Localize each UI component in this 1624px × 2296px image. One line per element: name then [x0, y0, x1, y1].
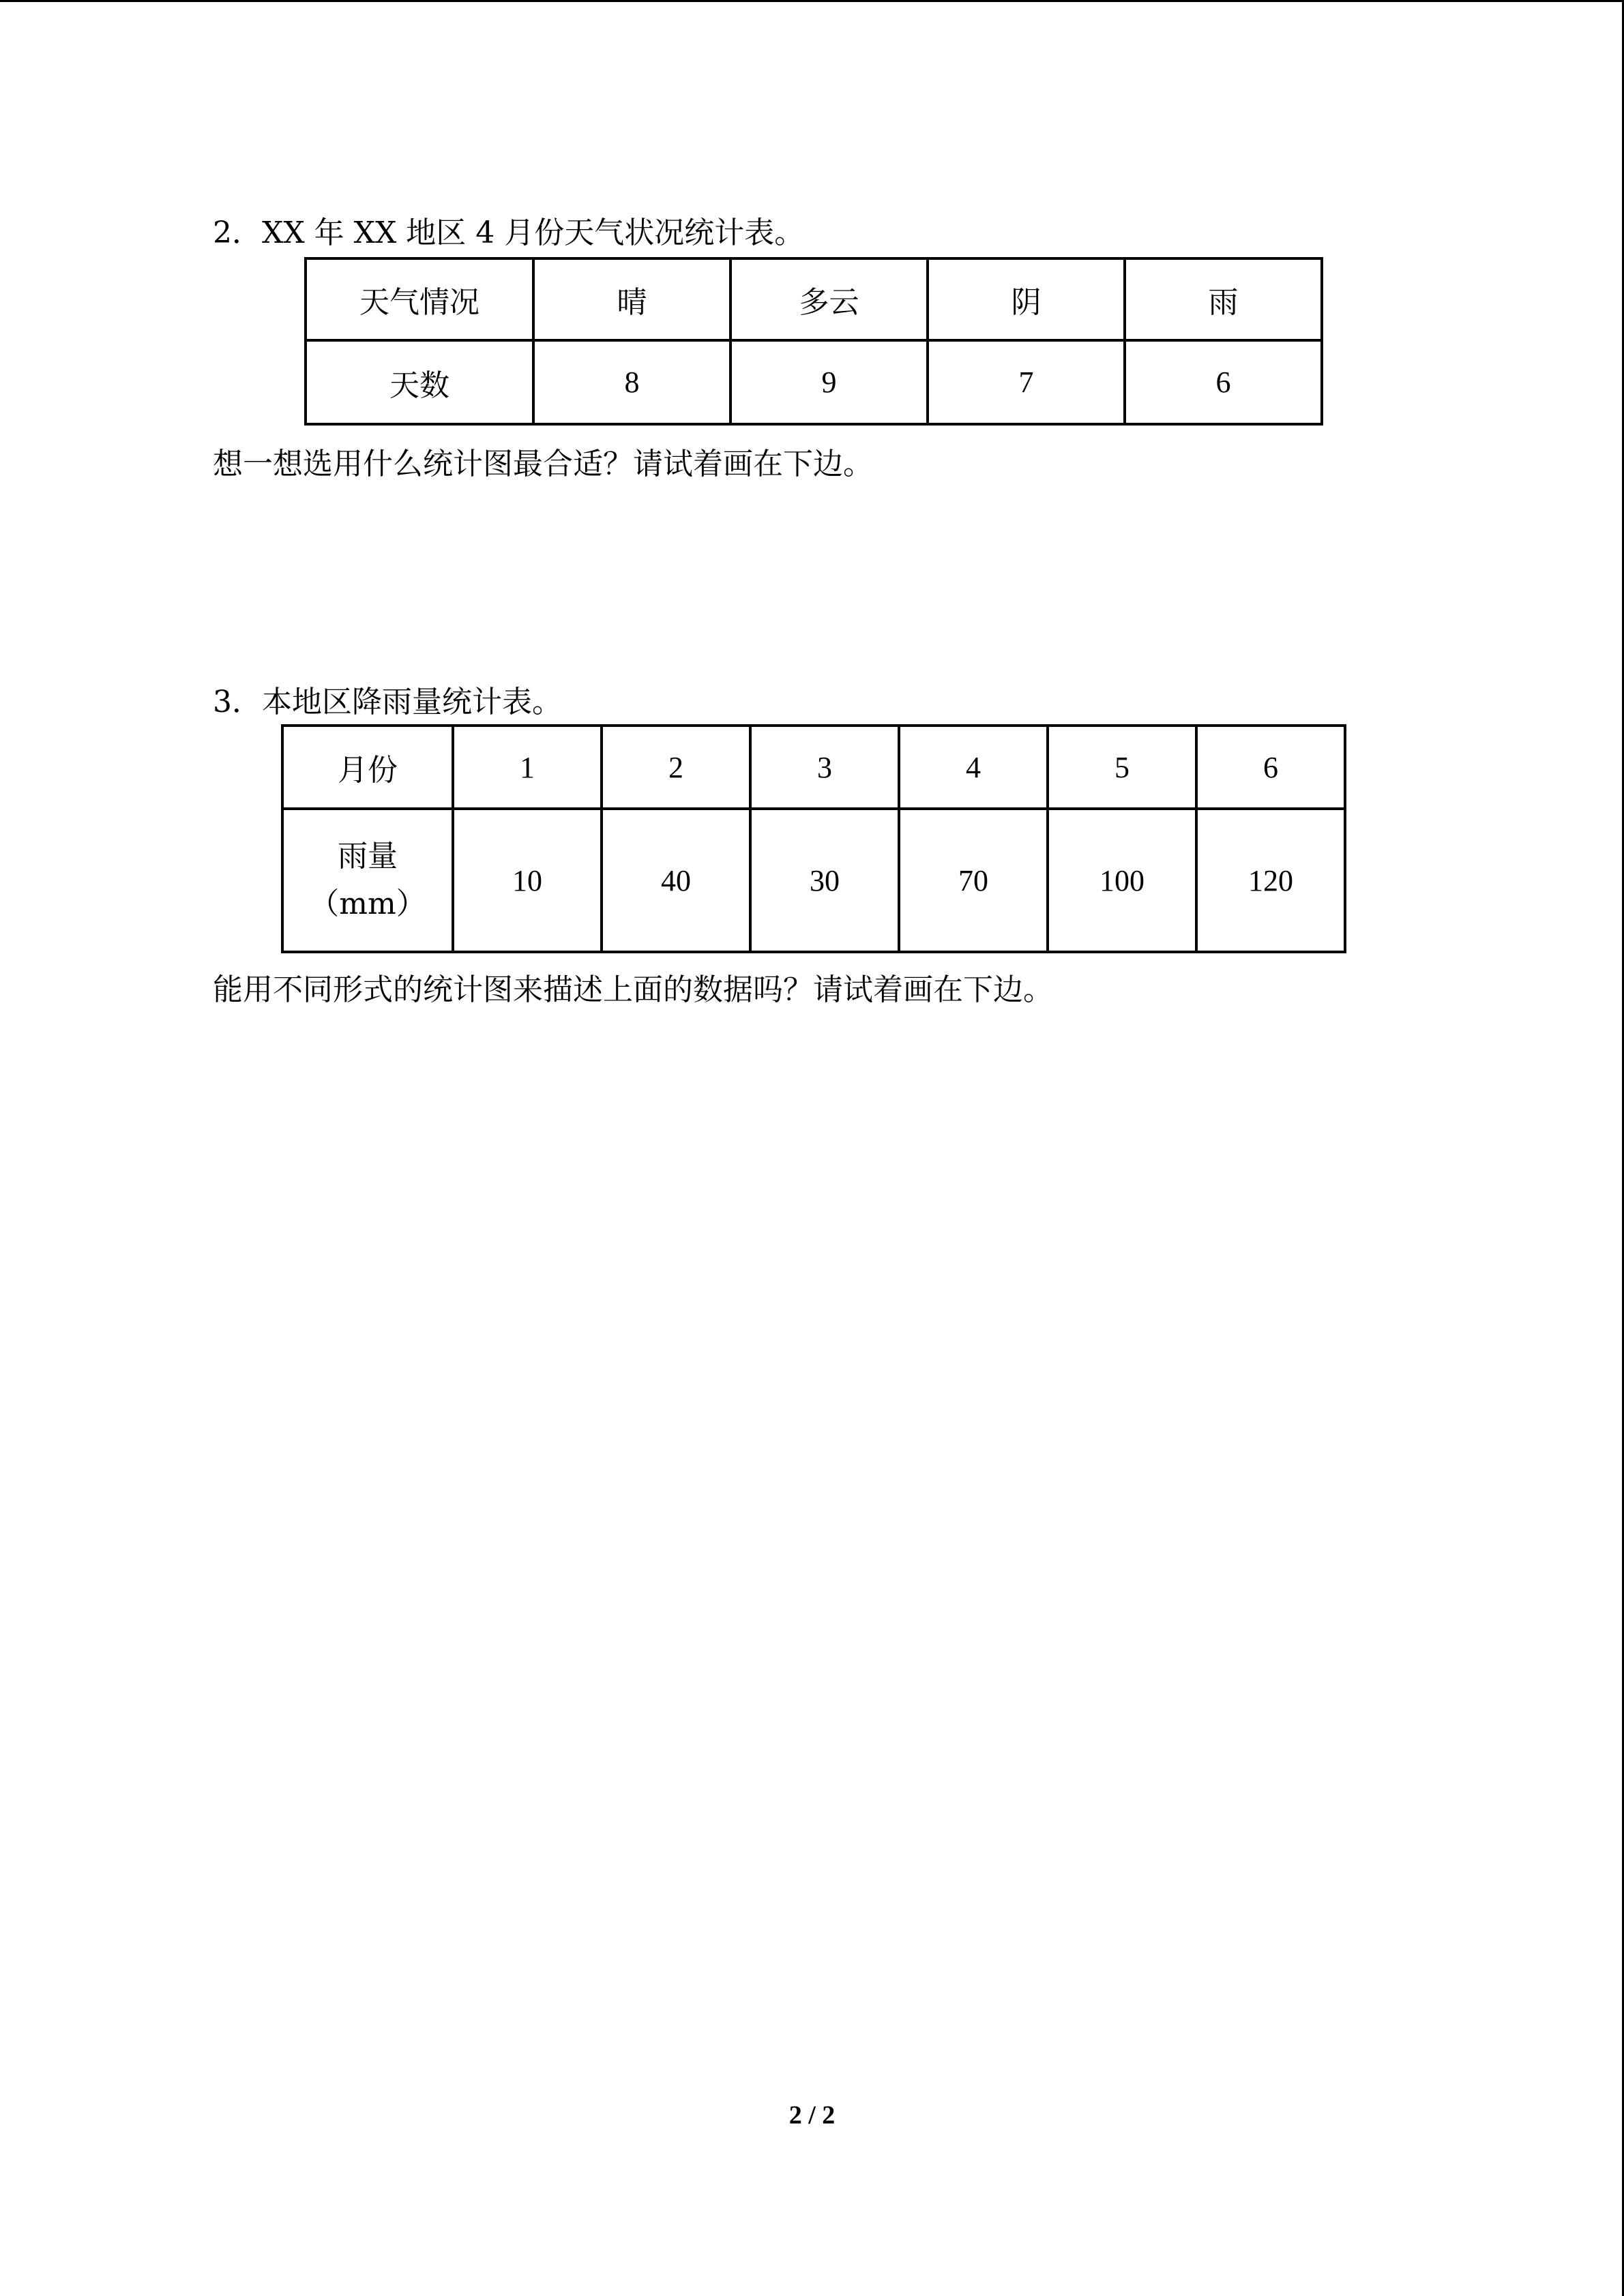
weather-table-value-row [306, 340, 1322, 424]
weather-days-cloudy: 9 [730, 340, 928, 424]
weather-column-overcast: 阴 [928, 258, 1125, 340]
rainfall-month-2: 2 [602, 726, 750, 809]
weather-column-cloudy: 多云 [730, 258, 928, 340]
question-3-prompt: 能用不同形式的统计图来描述上面的数据吗？请试着画在下边。 [213, 972, 1053, 1007]
rainfall-amount-5: 100 [1048, 809, 1196, 952]
rainfall-month-1: 1 [453, 726, 602, 809]
rainfall-amount-6: 120 [1196, 809, 1345, 952]
weather-days-overcast: 7 [928, 340, 1125, 424]
weather-days-sunny: 8 [533, 340, 730, 424]
question-3-title: 3．本地区降雨量统计表。 [213, 685, 562, 719]
rainfall-amount-label-unit: （mm） [309, 886, 426, 921]
rainfall-month-3: 3 [750, 726, 899, 809]
page-top-border [0, 0, 1624, 2]
weather-column-rain: 雨 [1125, 258, 1322, 340]
rainfall-month-4: 4 [899, 726, 1048, 809]
question-2-prompt: 想一想选用什么统计图最合适？请试着画在下边。 [213, 447, 873, 481]
rainfall-amount-2: 40 [602, 809, 750, 952]
rainfall-table-value-row [282, 809, 1345, 952]
rainfall-table-amount-label [282, 809, 453, 952]
rainfall-amount-label-line1: 雨量 [338, 839, 398, 874]
weather-table-header-row [306, 258, 1322, 340]
page-number: 2 / 2 [788, 2101, 836, 2130]
question-2-title: 2．XX 年 XX 地区 4 月份天气状况统计表。 [213, 215, 805, 250]
weather-table-row-label: 天气情况 [306, 258, 533, 340]
rainfall-table-month-label: 月份 [282, 726, 453, 809]
rainfall-month-6: 6 [1196, 726, 1345, 809]
rainfall-amount-3: 30 [750, 809, 899, 952]
rainfall-amount-1: 10 [453, 809, 602, 952]
weather-days-rain: 6 [1125, 340, 1322, 424]
rainfall-month-5: 5 [1048, 726, 1196, 809]
rainfall-amount-4: 70 [899, 809, 1048, 952]
weather-table [304, 257, 1323, 426]
rainfall-table [281, 724, 1346, 953]
weather-column-sunny: 晴 [533, 258, 730, 340]
rainfall-table-header-row [282, 726, 1345, 809]
weather-table-days-label: 天数 [306, 340, 533, 424]
